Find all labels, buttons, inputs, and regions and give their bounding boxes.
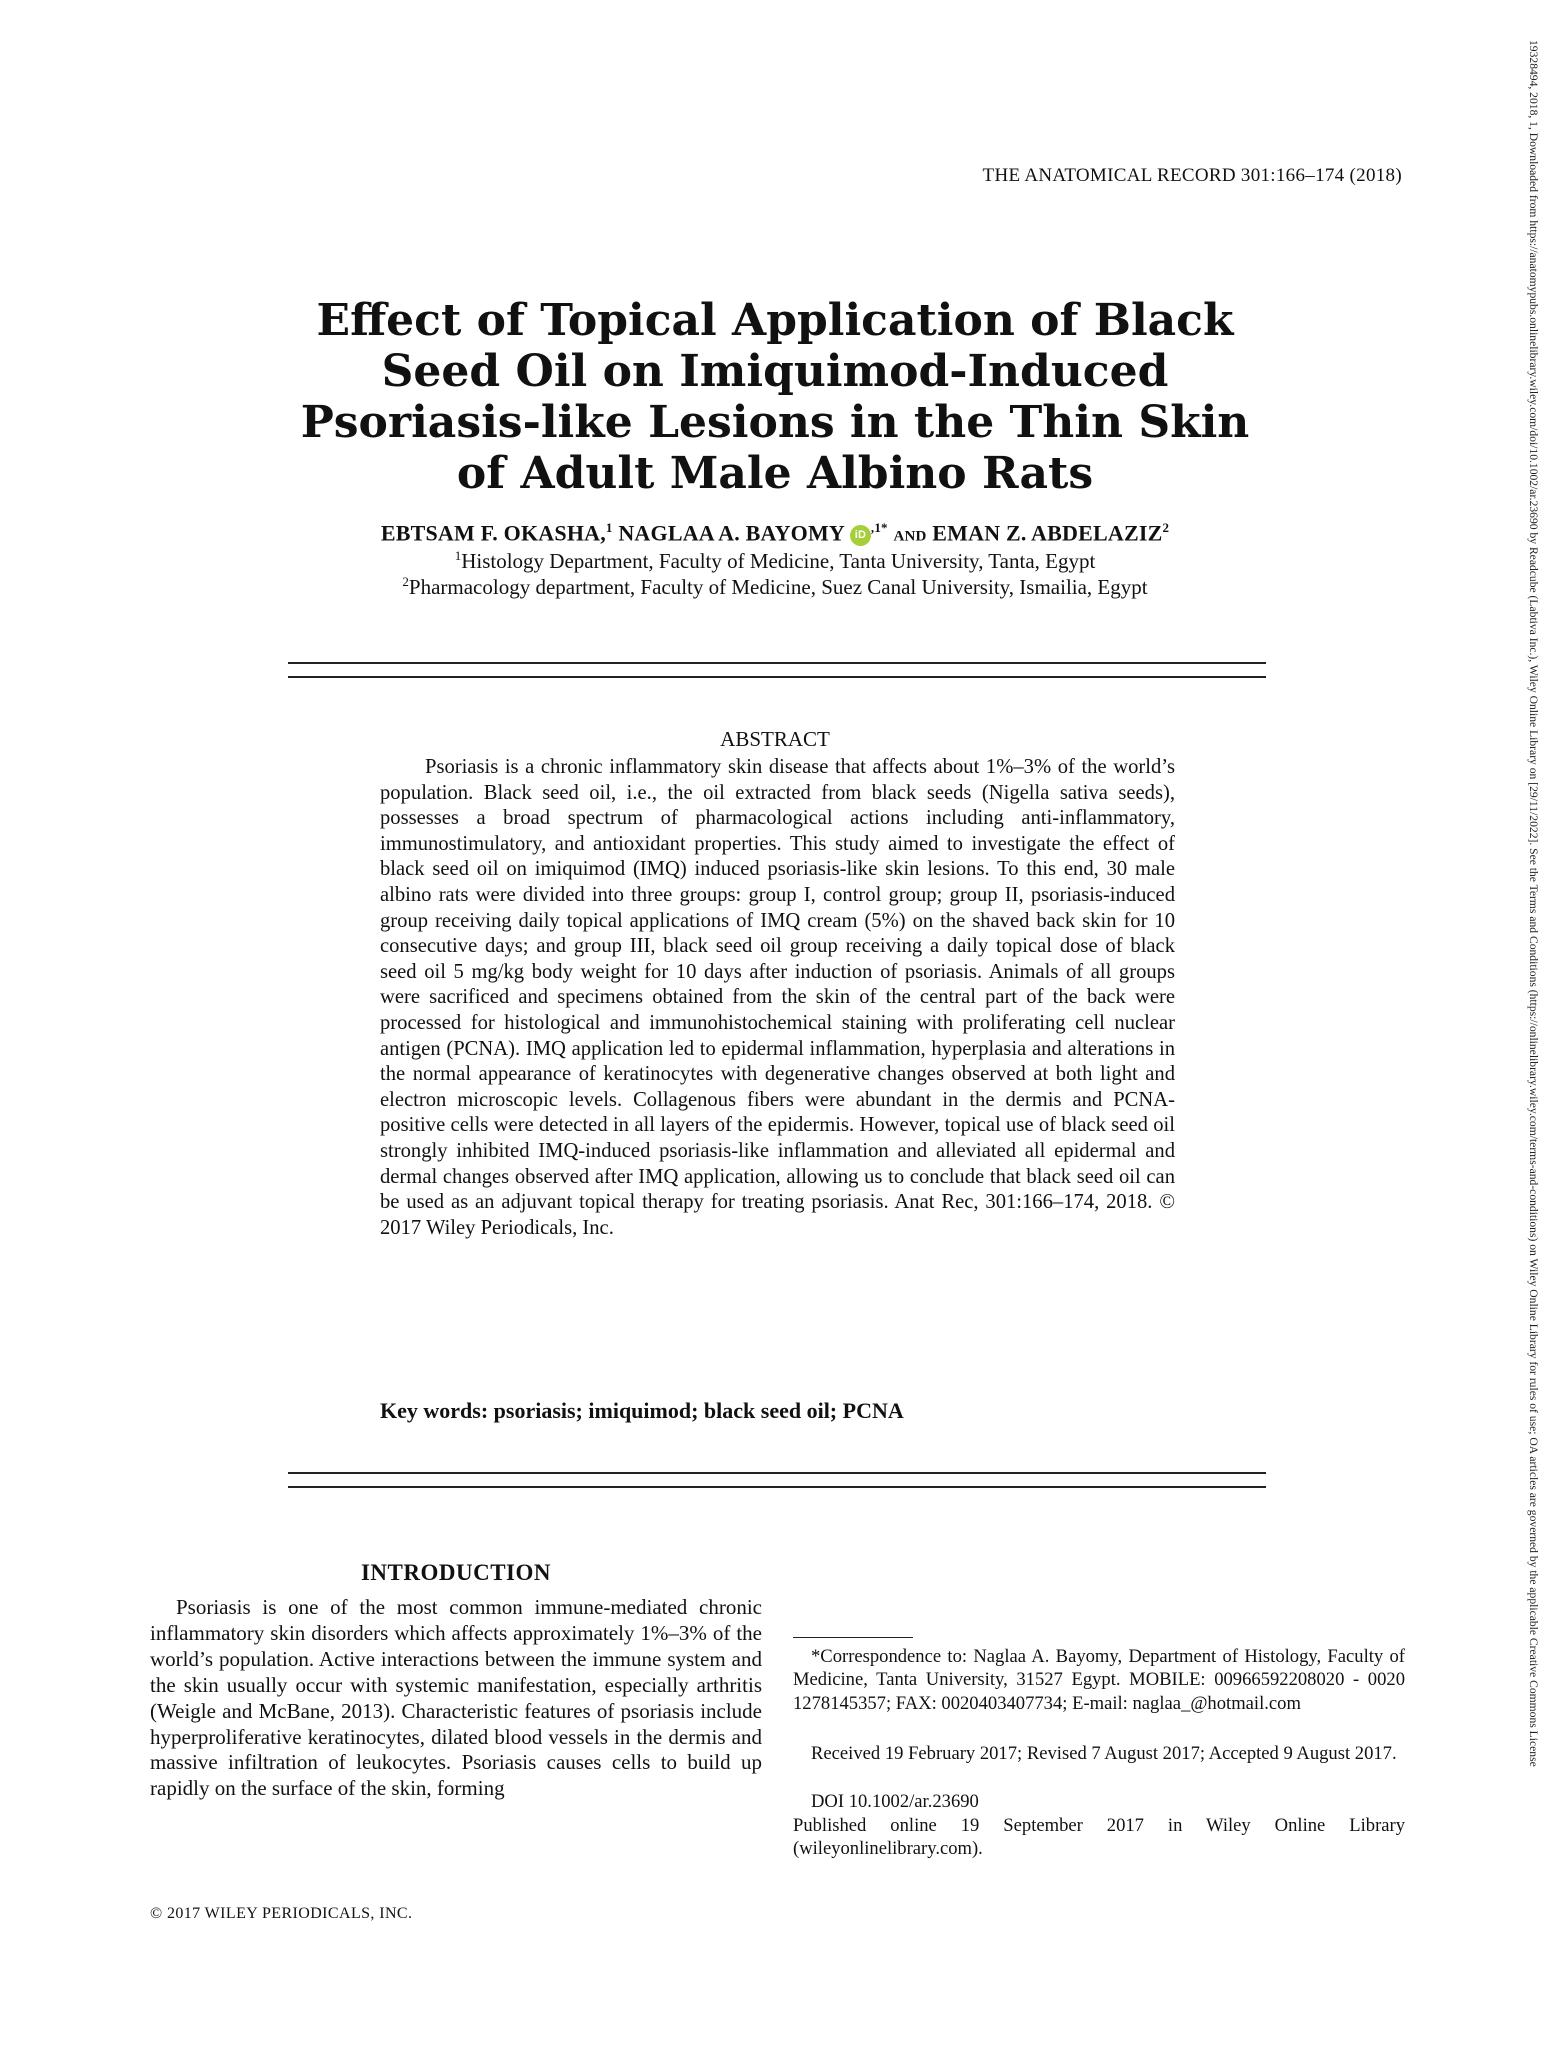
journal-header: THE ANATOMICAL RECORD 301:166–174 (2018): [982, 165, 1402, 186]
download-side-note: 19328494, 2018, 1, Downloaded from https://anatomypubs.onlinelibrary.wiley.com/doi/10.1002/ar.23690 by Readcube (Labtiva Inc.), Wiley Online Library on [29/11/2022]. See the Terms and Conditions (https://onlinelibrary.wiley.com/terms-and-conditions) on Wiley Online Library for rules of use; OA articles are governed by the applicable Creative Commons License: [1527, 40, 1540, 1767]
author-list: [200, 520, 1350, 546]
correspondence-note: *Correspondence to: Naglaa A. Bayomy, Department of Histology, Faculty of Medicine, Tanta University, 31527 Egypt. MOBILE: 00966592208020 - 0020 1278145357; FAX: 0020403407734; E-mail: naglaa_@hotmail.com: [793, 1646, 1405, 1714]
title-line-1: Effect of Topical Application of Black: [316, 295, 1234, 346]
bottom-rule-1: [288, 1472, 1266, 1474]
keywords: Key words: psoriasis; imiquimod; black seed oil; PCNA: [380, 1398, 904, 1423]
author-bayomy: NAGLAA A. BAYOMY: [618, 520, 845, 546]
affiliation-1-sup: 1: [454, 548, 462, 563]
bottom-rule-2: [288, 1486, 1266, 1488]
author-abdelaziz: EMAN Z. ABDELAZIZ: [932, 520, 1163, 546]
affiliation-1: [200, 548, 1350, 574]
footnote-rule: [793, 1637, 913, 1638]
author-conjunction: AND: [893, 528, 927, 545]
title-line-3: Psoriasis-like Lesions in the Thin Skin: [300, 397, 1250, 448]
received-note: Received 19 February 2017; Revised 7 August 2017; Accepted 9 August 2017.: [811, 1743, 1397, 1764]
affiliation-2-sup: 2: [402, 574, 409, 589]
affiliation-2: [200, 574, 1350, 600]
author-okasha-affil: 1: [605, 520, 613, 535]
author-bayomy-affil: ,1*: [870, 520, 888, 535]
published-note: Published online 19 September 2017 in Wiley Online Library (wileyonlinelibrary.com).: [793, 1815, 1405, 1860]
introduction-text: Psoriasis is one of the most common immune-mediated chronic inflammatory skin disorders which affects approximately 1%–3% of the world’s population. Active interactions between the immune system and the skin usually occur with systemic manifestation, especially arthritis (Weigle and McBane, 2013). Characteristic features of psoriasis include hyperproliferative keratinocytes, dilated blood vessels in the dermis and massive infiltration of leukocytes. Psoriasis causes cells to build up rapidly on the surface of the skin, forming: [150, 1595, 762, 1801]
abstract-heading: ABSTRACT: [720, 727, 830, 751]
doi-note: DOI 10.1002/ar.23690: [811, 1791, 979, 1812]
orcid-icon[interactable]: iD: [850, 525, 871, 546]
title-line-2: Seed Oil on Imiquimod-Induced: [381, 346, 1169, 397]
article-title: [250, 295, 1300, 499]
top-rule-2: [288, 676, 1266, 678]
title-line-4: of Adult Male Albino Rats: [456, 448, 1094, 499]
affiliation-2-text: Pharmacology department, Faculty of Medicine, Suez Canal University, Ismailia, Egypt: [408, 575, 1148, 599]
top-rule-1: [288, 662, 1266, 664]
author-abdelaziz-affil: 2: [1162, 520, 1170, 535]
introduction-heading: INTRODUCTION: [360, 1560, 552, 1585]
abstract-text: Psoriasis is a chronic inflammatory skin disease that affects about 1%–3% of the world’s population. Black seed oil, i.e., the oil extracted from black seeds (Nigella sativa seeds), possesses a broad spectrum of pharmacological actions including anti-inflammatory, immunostimulatory, and antioxidant properties. This study aimed to investigate the effect of black seed oil on imiquimod (IMQ) induced psoriasis-like skin lesions. To this end, 30 male albino rats were divided into three groups: group I, control group; group II, psoriasis-induced group receiving daily topical applications of IMQ cream (5%) on the shaved back skin for 10 consecutive days; and group III, black seed oil group receiving a daily topical dose of black seed oil 5 mg/kg body weight for 10 days after induction of psoriasis. Animals of all groups were sacrificed and specimens obtained from the skin of the central part of the back were processed for histological and immunohistochemical staining with proliferating cell nuclear antigen (PCNA). IMQ application led to epidermal inflammation, hyperplasia and alterations in the normal appearance of keratinocytes with degenerative changes observed at both light and electron microscopic levels. Collagenous fibers were abundant in the dermis and PCNA-positive cells were detected in all layers of the epidermis. However, topical use of black seed oil strongly inhibited IMQ-induced psoriasis-like inflammation and alleviated all epidermal and dermal changes observed after IMQ application, allowing us to conclude that black seed oil can be used as an adjuvant topical therapy for treating psoriasis. Anat Rec, 301:166–174, 2018. © 2017 Wiley Periodicals, Inc.: [380, 756, 1175, 1239]
author-okasha: EBTSAM F. OKASHA,: [380, 520, 606, 546]
affiliation-1-text: Histology Department, Faculty of Medicine, Tanta University, Tanta, Egypt: [461, 549, 1096, 573]
copyright-notice: © 2017 WILEY PERIODICALS, INC.: [150, 1905, 413, 1922]
